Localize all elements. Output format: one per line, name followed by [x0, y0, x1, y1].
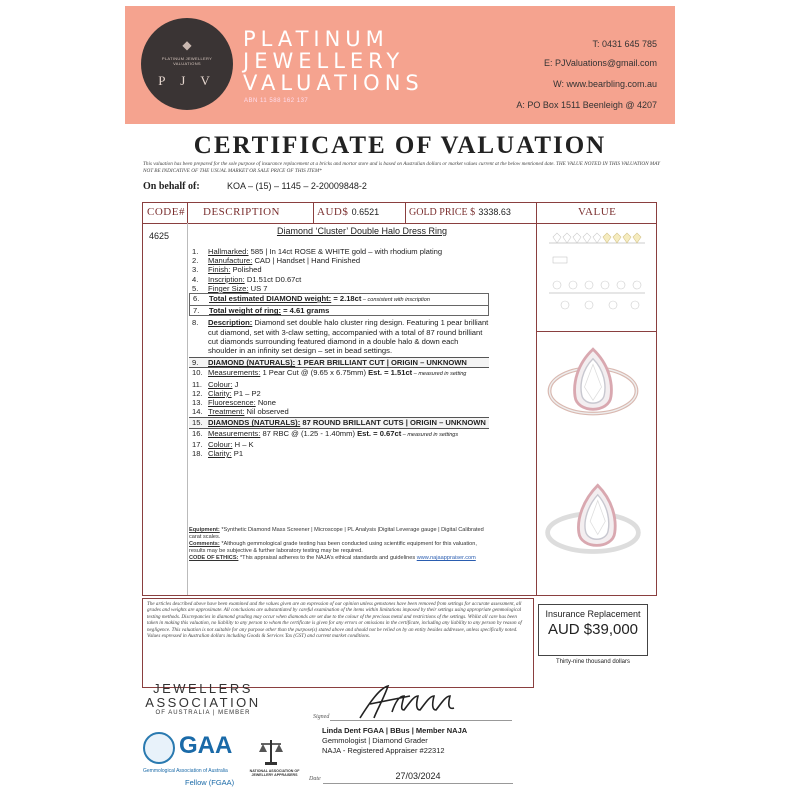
list-item: 14. Treatment: Nil observed: [192, 407, 289, 417]
certificate-page: [125, 6, 675, 796]
scales-of-justice-icon: [258, 738, 284, 766]
insurance-label: Insurance Replacement: [545, 609, 641, 619]
company-name: PLATINUM JEWELLERY VALUATIONS: [243, 27, 424, 95]
insurance-value-box: [538, 604, 648, 656]
jewellers-association-logo: JEWELLERS ASSOCIATION: [145, 681, 261, 710]
signed-label: Signed: [313, 714, 330, 720]
contact-email: E: PJValuations@gmail.com: [543, 58, 657, 68]
ring-photo-angle: [541, 471, 645, 581]
list-item: 17. Colour: H – K: [192, 439, 254, 449]
item-code: 4625: [149, 231, 170, 241]
logo-initials: P J V: [158, 73, 216, 88]
contact-website: W: www.bearbling.com.au: [553, 79, 657, 89]
contact-address: A: PO Box 1511 Beenleigh @ 4207: [516, 100, 657, 110]
gaa-fellow: Fellow (FGAA): [185, 778, 235, 787]
list-item: 6. Total estimated DIAMOND weight: = 2.18ct – consistent with inscription: [189, 293, 489, 306]
list-item: 16. Measurements: 87 RBC @ (1.25 - 1.40mm) Est. = 0.67ct – measured in settings: [192, 428, 459, 438]
column-divider: [187, 223, 188, 595]
item-details: [189, 247, 489, 458]
gold-price-header: GOLD PRICE $ 3338.63: [409, 207, 511, 218]
list-item: 18. Clarity: P1: [192, 449, 244, 459]
list-item: 8. Description: Diamond set double halo cluster ring design. Featuring 1 pear brilliant cut diamond, set with 3-claw setting, accompanied with a total of 87 round brilliant cut diamonds surrounding featured diamond in a double halo & down each shoulder in an infinity set design – set in bead settings.: [192, 318, 489, 356]
aud-header: AUD$ 0.6521: [317, 206, 380, 218]
column-divider: [313, 203, 314, 223]
insurance-value: AUD $39,000: [547, 621, 639, 638]
column-divider: [536, 203, 537, 595]
appraiser-signature: [330, 682, 490, 722]
legal-disclaimer: The articles described above have been examined and the values given are an expression of our opinion unless gemstones have been removed from settings for accurate assessment, all grades and weights are approximate. All conclusions are substantiated by careful examination of the items within limitations imposed by their settings using appropriate gemmological testing methods. Discrepancies in diamond grading may occur when diamonds are set due to the colour of the precious metal and restrictions of the settings. Whilst all care has been taken in making this valuation, no liability to any person to whom the certificate is given for any errors or omissions in the certificate, including any liability to any person by reason of negligence. This valuation is not suitable for any purpose other than the purpose(s) stated above and should not be relied on by an entity besides addressee, unless specifically noted. Values expressed in Australian dollars including Goods & Services Tax (GST) and current market conditions.: [142, 598, 534, 688]
list-item: 12. Clarity: P1 – P2: [192, 388, 261, 398]
insurance-value-words: Thirty-nine thousand dollars: [555, 659, 631, 665]
column-divider: [405, 203, 406, 223]
comments-note: Comments: *Although gemmological grade testing has been conducted using scientific equipment for this valuation, results may be subjective & further laboratory testing may be required.: [189, 541, 477, 554]
list-item: 2. Manufacture: CAD | Handset | Hand Finished: [192, 256, 361, 266]
naja-name: NATIONAL ASSOCIATION OF JEWELLERY APPRAISERS: [249, 769, 300, 778]
testing-notes: [189, 527, 487, 562]
list-item: 10. Measurements: 1 Pear Cut @ (9.65 x 6.75mm) Est. = 1.51ct – measured in setting: [192, 368, 467, 378]
gaa-name: Gemmological Association of Australia: [143, 768, 228, 774]
grader-role: Gemmologist | Diamond Grader: [322, 736, 428, 745]
description-header: DESCRIPTION: [203, 206, 281, 218]
ring-photo-front: [541, 333, 645, 443]
gaa-logo: GAA: [179, 732, 233, 759]
list-item: 4. Inscription: D1.51ct D0.67ct: [192, 274, 302, 284]
list-item: 3. Finish: Polished: [192, 265, 262, 275]
list-item: 13. Fluorescence: None: [192, 398, 276, 408]
diamond-icon: ◆: [182, 38, 192, 52]
naja-link[interactable]: www.najaappraiser.com: [416, 555, 476, 561]
jewellers-association-member: OF AUSTRALIA | MEMBER: [155, 710, 251, 716]
contact-phone: T: 0431 645 785: [592, 39, 657, 49]
certificate-title: CERTIFICATE OF VALUATION: [193, 132, 607, 159]
ethics-note: CODE OF ETHICS: *This appraisal adheres to the NAJA’s ethical standards and guidelines www.najaappraiser.com: [189, 555, 476, 561]
company-abn: ABN 11 588 162 137: [244, 98, 309, 104]
letterhead: [125, 6, 675, 124]
valuation-disclaimer: This valuation has been prepared for the sole purpose of insurance replacement at a bricks and mortar store and is based on Australian dollars or market values current at the below mentioned date. THE VALUE NOTED IN THIS VALUATION MAY NOT BE INDICATIVE OF THE USUAL MARKET OR SALE PRICE OF THIS ITEM*: [143, 161, 660, 174]
list-item: 5. Finger Size: US 7: [192, 283, 268, 293]
list-item: 1. Hallmarked: 585 | In 14ct ROSE & WHITE gold – with rhodium plating: [192, 247, 443, 256]
valuation-date: 27/03/2024: [395, 771, 441, 781]
logo-tagline: PLATINUM JEWELLERY VALUATIONS: [161, 56, 213, 66]
behalf-label: On behalf of:: [143, 181, 200, 192]
item-title: Diamond ‘Cluster’ Double Halo Dress Ring: [276, 226, 448, 236]
company-logo: [141, 18, 233, 110]
list-item: 7. Total weight of ring: = 4.61 grams: [189, 306, 489, 316]
column-divider: [187, 203, 188, 223]
row-divider: [536, 331, 656, 332]
value-header: VALUE: [578, 206, 617, 218]
behalf-value: KOA – (15) – 1145 – 2-20009848-2: [227, 181, 367, 191]
date-line: [323, 783, 513, 784]
valuation-table: [142, 202, 657, 596]
code-header: CODE#: [147, 206, 185, 218]
equipment-note: Equipment: *Synthetic Diamond Mass Screener | Microscope | PL Analysis |Digital Leverage gauge | Digital Calibrated carat scales.: [189, 527, 484, 540]
list-item: 11. Colour: J: [192, 379, 239, 389]
signature-line: [330, 720, 512, 721]
diamond-group-heading: 9. DIAMOND (NATURALS): 1 PEAR BRILLIANT CUT | ORIGIN – UNKNOWN: [189, 357, 489, 368]
gaa-emblem-icon: [143, 732, 175, 764]
date-label: Date: [309, 776, 321, 782]
diamond-group-heading: 15. DIAMONDS (NATURALS): 87 ROUND BRILLANT CUTS | ORIGIN – UNKNOWN: [189, 417, 489, 428]
grader-registration: NAJA - Registered Appraiser #22312: [322, 746, 445, 755]
grading-scale-chart: [543, 217, 651, 325]
grader-name: Linda Dent FGAA | BBus | Member NAJA: [322, 726, 468, 735]
